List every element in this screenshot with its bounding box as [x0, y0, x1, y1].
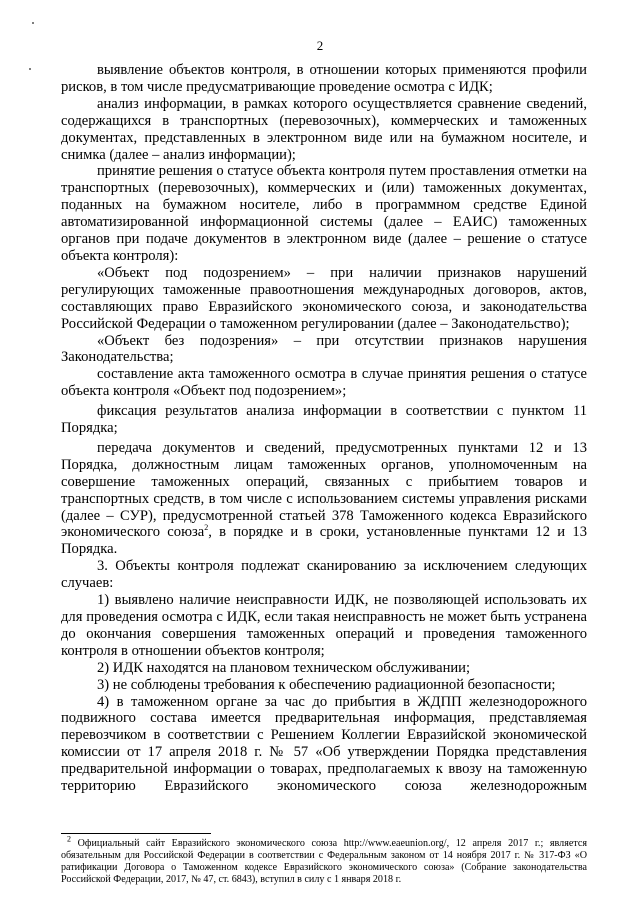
- list-item: 4) в таможенном органе за час до прибытия в ЖДПП железнодорожного подвижного состава имеется предварительная информация, представляемая перевозчиком в соответствии с Решением Коллегии Евразийской экономической комиссии от 17 апреля 2018 г. № 57 «Об утверждении Порядка представления предварительной информации о товарах, предполагаемых к ввозу на таможенную территорию Евразийского экономического союза железнодорожным: [61, 693, 587, 795]
- paragraph-with-footnote: [61, 440, 587, 558]
- footnote-separator: [61, 833, 211, 834]
- footnote-marker: 2: [67, 834, 71, 844]
- footnote-text: Официальный сайт Евразийского экономического союза http://www.eaeunion.org/, 12 апреля 2017 г.; является обязательным для Российской Федерации в соответствии с Федеральным законом от 14 ноября 2017 г. № 317-ФЗ «О ратификации Договора о Таможенном кодексе Евразийского экономического союза» (Собрание законодательства Российской Федерации, 2017, № 47, ст. 6843), вступил в силу с 1 января 2018 г.: [61, 838, 587, 886]
- document-body: [61, 62, 587, 795]
- paragraph: анализ информации, в рамках которого осуществляется сравнение сведений, содержащихся в транспортных (перевозочных), коммерческих и таможенных документах, представленных в электронном виде или на бумажном носителе, и снимка (далее – анализ информации);: [61, 95, 587, 163]
- list-item: 1) выявлено наличие неисправности ИДК, не позволяющей использовать их для проведения осмотра с ИДК, если такая неисправность не может быть устранена до окончания совершения таможенных операций и проведения таможенного контроля в отношении объектов контроля;: [61, 592, 587, 659]
- paragraph-text-tail: , в порядке и в сроки, установленные пунктами 12 и 13 Порядка.: [61, 524, 587, 558]
- paragraph: составление акта таможенного осмотра в случае принятия решения о статусе объекта контроля «Объект под подозрением»;: [61, 366, 587, 400]
- page-number: 2: [316, 38, 324, 53]
- paragraph: «Объект без подозрения» – при отсутствии признаков нарушения Законодательства;: [61, 332, 587, 366]
- footnote: [61, 834, 587, 886]
- scan-speck: [29, 68, 31, 70]
- list-item: 3) не соблюдены требования к обеспечению радиационной безопасности;: [97, 676, 556, 693]
- scan-speck: [32, 22, 34, 24]
- paragraph: «Объект под подозрением» – при наличии признаков нарушений регулирующих таможенные правоотношения международных договоров, актов, составляющих право Евразийского экономического союза, и законодательства Российской Федерации о таможенном регулировании (далее – Законодательство);: [61, 264, 587, 332]
- paragraph: 3. Объекты контроля подлежат сканированию за исключением следующих случаев:: [61, 558, 587, 592]
- list-item: 2) ИДК находятся на плановом техническом обслуживании;: [97, 659, 471, 676]
- paragraph: принятие решения о статусе объекта контроля путем проставления отметки на транспортных (перевозочных), коммерческих и (или) таможенных документах, поданных на бумажном носителе, либо в программном средстве Единой автоматизированной информационной системы (далее – ЕАИС) таможенных органов при подаче документов в электронном виде (далее – решение о статусе объекта контроля):: [61, 163, 587, 264]
- paragraph: выявление объектов контроля, в отношении которых применяются профили рисков, в том числе предусматривающие проведение осмотра с ИДК;: [61, 62, 587, 95]
- footnote-reference: 2: [204, 523, 209, 533]
- paragraph-text: передача документов и сведений, предусмотренных пунктами 12 и 13 Порядка, должностным лицам таможенных органов, уполномоченным на совершение таможенных операций, связанных с прибытием товаров и транспортных средств, в том числе с использованием системы управления рисками (далее – СУР), предусмотренной статьей 378 Таможенного кодекса Евразийского экономического союза: [61, 439, 587, 541]
- paragraph: фиксация результатов анализа информации в соответствии с пунктом 11 Порядка;: [61, 403, 587, 437]
